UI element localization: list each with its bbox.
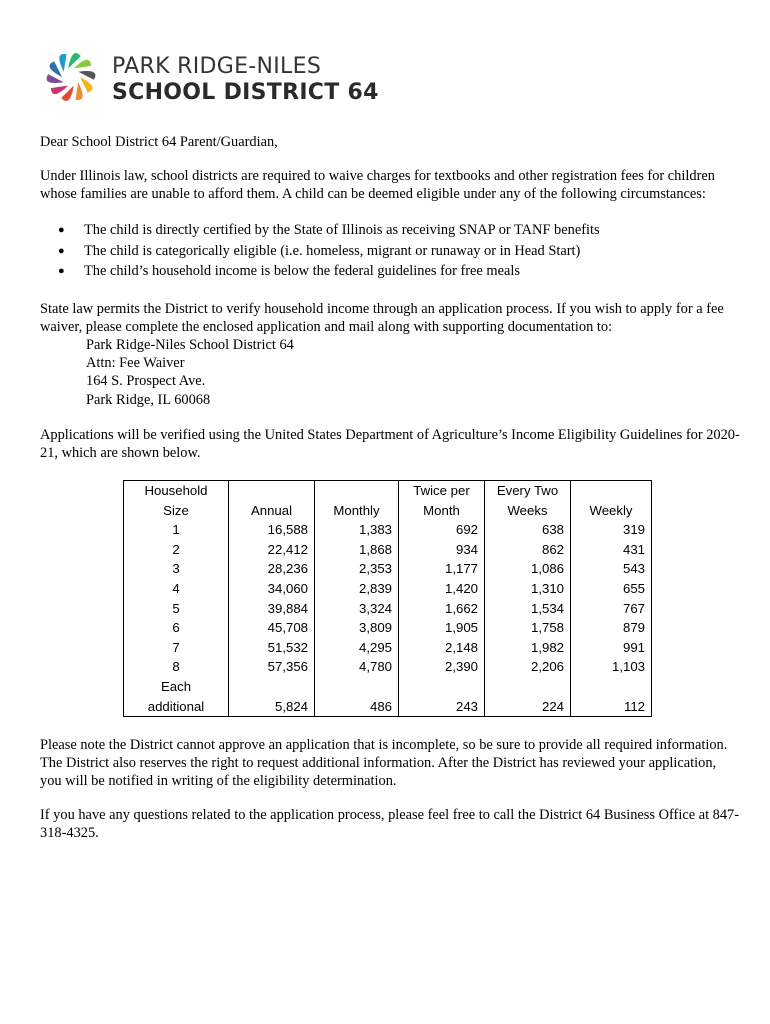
table-cell: 22,412 bbox=[229, 540, 315, 560]
address-line: Attn: Fee Waiver bbox=[86, 355, 185, 372]
column-header: Weekly bbox=[571, 481, 652, 521]
column-header: Every Two Weeks bbox=[485, 481, 571, 521]
table-cell: 2,206 bbox=[485, 657, 571, 677]
table-row bbox=[124, 520, 652, 540]
column-header: Household Size bbox=[124, 481, 229, 521]
address-line: Park Ridge, IL 60068 bbox=[86, 391, 211, 408]
table-cell: 112 bbox=[571, 677, 652, 717]
logo-petal bbox=[59, 54, 66, 72]
column-header: Monthly bbox=[315, 481, 399, 521]
eligibility-item: ● The child is categorically eligible (i.e. homeless, migrant or runaway or in Head Start) bbox=[58, 241, 600, 262]
table-cell: 3,809 bbox=[315, 618, 399, 638]
table-cell: 51,532 bbox=[229, 638, 315, 658]
table-cell: 1,868 bbox=[315, 540, 399, 560]
table-cell: 1,177 bbox=[399, 559, 485, 579]
table-cell: 2,353 bbox=[315, 559, 399, 579]
table-cell: 34,060 bbox=[229, 579, 315, 599]
table-row bbox=[124, 599, 652, 619]
table-cell: 692 bbox=[399, 520, 485, 540]
logo-petal bbox=[80, 77, 92, 93]
table-row bbox=[124, 638, 652, 658]
table-cell: 543 bbox=[571, 559, 652, 579]
table-cell: 879 bbox=[571, 618, 652, 638]
table-cell: 4 bbox=[124, 579, 229, 599]
table-cell: 1,905 bbox=[399, 618, 485, 638]
table-cell: 862 bbox=[485, 540, 571, 560]
table-cell: 319 bbox=[571, 520, 652, 540]
table-cell: 39,884 bbox=[229, 599, 315, 619]
table-cell: 1,534 bbox=[485, 599, 571, 619]
logo-name-line2: SCHOOL DISTRICT 64 bbox=[112, 80, 379, 105]
address-line: Park Ridge-Niles School District 64 bbox=[86, 337, 294, 353]
table-cell: 16,588 bbox=[229, 520, 315, 540]
incomplete-notice-paragraph: Please note the District cannot approve an application that is incomplete, so be sure to provide all required information. The District also reserves the right to request additional information. After the District has reviewed your application, you will be notified in writing of the eligibility determination. bbox=[40, 737, 728, 789]
verification-paragraph: State law permits the District to verify household income through an application process. If you wish to apply for a fee waiver, please complete the enclosed application and mail along with supporting documentation to: bbox=[40, 301, 724, 335]
table-cell: 486 bbox=[315, 677, 399, 717]
table-cell: 638 bbox=[485, 520, 571, 540]
income-eligibility-table bbox=[123, 480, 652, 717]
table-row bbox=[124, 540, 652, 560]
table-cell: 243 bbox=[399, 677, 485, 717]
table-row bbox=[124, 559, 652, 579]
address-line: 164 S. Prospect Ave. bbox=[86, 373, 206, 390]
eligibility-list bbox=[58, 220, 600, 282]
table-cell: 767 bbox=[571, 599, 652, 619]
contact-paragraph: If you have any questions related to the application process, please feel free to call the District 64 Business Office at 847-318-4325. bbox=[40, 807, 740, 841]
table-row bbox=[124, 657, 652, 677]
table-cell: 224 bbox=[485, 677, 571, 717]
table-cell: 28,236 bbox=[229, 559, 315, 579]
table-header-row bbox=[124, 481, 652, 521]
table-cell: 2 bbox=[124, 540, 229, 560]
column-header: Twice per Month bbox=[399, 481, 485, 521]
table-cell: 1,086 bbox=[485, 559, 571, 579]
table-cell: 3 bbox=[124, 559, 229, 579]
logo-petal bbox=[51, 86, 68, 95]
logo-petal bbox=[74, 60, 91, 69]
table-cell: 2,390 bbox=[399, 657, 485, 677]
eligibility-item: ● The child’s household income is below the federal guidelines for free meals bbox=[58, 261, 600, 282]
table-cell: 57,356 bbox=[229, 657, 315, 677]
guidelines-paragraph: Applications will be verified using the United States Department of Agriculture’s Income Eligibility Guidelines for 2020-21, which are shown below. bbox=[40, 427, 740, 461]
logo-name-line1: PARK RIDGE-NILES bbox=[112, 54, 322, 79]
table-cell: 1,383 bbox=[315, 520, 399, 540]
table-cell: 4,780 bbox=[315, 657, 399, 677]
table-cell: 4,295 bbox=[315, 638, 399, 658]
table-cell: 934 bbox=[399, 540, 485, 560]
table-cell: 991 bbox=[571, 638, 652, 658]
table-cell: 5,824 bbox=[229, 677, 315, 717]
table-cell: 5 bbox=[124, 599, 229, 619]
table-cell: 1,103 bbox=[571, 657, 652, 677]
table-row bbox=[124, 579, 652, 599]
table-cell: 431 bbox=[571, 540, 652, 560]
table-cell: 1 bbox=[124, 520, 229, 540]
intro-paragraph: Under Illinois law, school districts are required to waive charges for textbooks and other registration fees for children whose families are unable to afford them. A child can be deemed eligible under any of the following circumstances: bbox=[40, 168, 715, 202]
column-header: Annual bbox=[229, 481, 315, 521]
table-cell: 1,420 bbox=[399, 579, 485, 599]
greeting: Dear School District 64 Parent/Guardian, bbox=[40, 134, 278, 150]
logo-petal bbox=[50, 61, 62, 77]
table-cell: 1,310 bbox=[485, 579, 571, 599]
logo-petal bbox=[75, 82, 82, 100]
mailing-address bbox=[86, 336, 294, 409]
table-cell: 2,839 bbox=[315, 579, 399, 599]
table-cell: 655 bbox=[571, 579, 652, 599]
district-logo bbox=[38, 44, 379, 114]
table-cell: 45,708 bbox=[229, 618, 315, 638]
table-cell: 1,982 bbox=[485, 638, 571, 658]
table-row-additional bbox=[124, 677, 652, 717]
eligibility-item: ● The child is directly certified by the State of Illinois as receiving SNAP or TANF benefits bbox=[58, 220, 600, 241]
pinwheel-logo-icon bbox=[38, 44, 104, 110]
table-cell: 3,324 bbox=[315, 599, 399, 619]
table-cell: 7 bbox=[124, 638, 229, 658]
table-row bbox=[124, 618, 652, 638]
table-cell: 1,758 bbox=[485, 618, 571, 638]
table-cell: 1,662 bbox=[399, 599, 485, 619]
table-cell: Each additional bbox=[124, 677, 229, 717]
table-cell: 8 bbox=[124, 657, 229, 677]
table-cell: 6 bbox=[124, 618, 229, 638]
table-cell: 2,148 bbox=[399, 638, 485, 658]
